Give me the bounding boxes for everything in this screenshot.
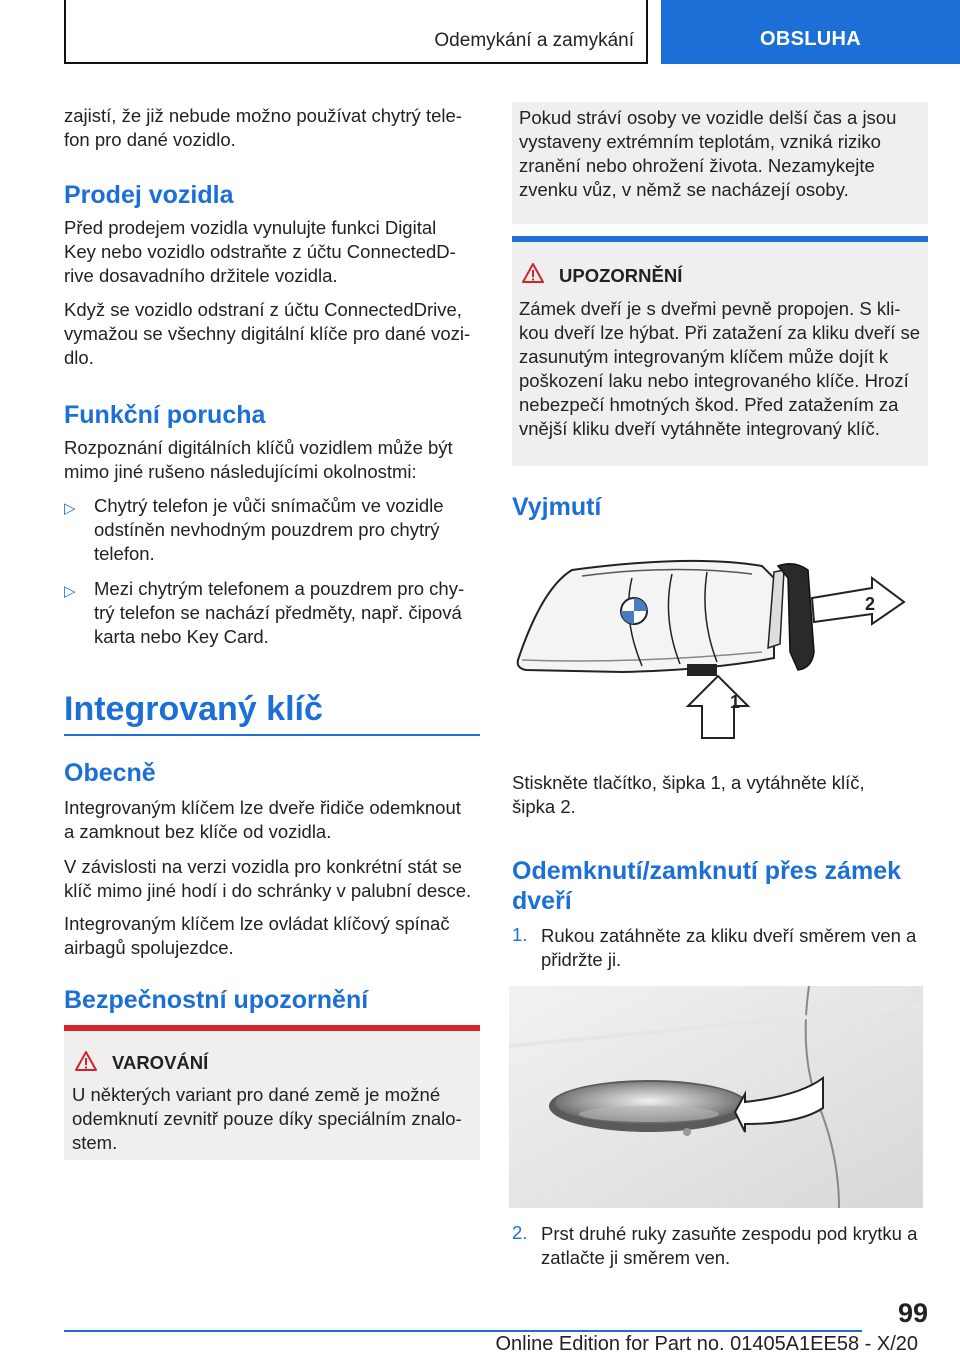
bullet-icon: ▷ [64,583,76,600]
warning-triangle-icon [74,1050,98,1072]
warning-text-varovani: U některých variant pro dané země je možné odemknutí zevnitř pouze díky speciálním znalo- stem. [72,1084,462,1153]
header-section-title: Odemykání a zamykání [434,30,634,51]
notice-text-upozorneni: Zámek dveří je s dveřmi pevně propojen. S kli- kou dveří lze hýbat. Při zatažení za kliku dveří se zasunutým integrovaným klíčem může dojít k poškození laku nebo integrovaného klíče. Hrozí nebezpečí hmotných škod. Před zatažením za vnější kliku dveří vytáhněte integrovaný klíč. [519,298,921,439]
prodej-paragraph-2: Když se vozidlo odstraní z účtu ConnectedDrive, vymažou se všechny digitální klíče pro dané vozi- dlo. [64,299,471,368]
key-arrow-label-1: 1 [730,692,741,712]
vyjmuti-paragraph: Stiskněte tlačítko, šipka 1, a vytáhněte klíč, šipka 2. [512,772,865,817]
page-number: 99 [897,1298,928,1328]
warning-title-varovani: VAROVÁNÍ [112,1052,209,1073]
key-arrow-label-2: 2 [865,594,876,614]
step-text-2: Prst druhé ruky zasuňte zespodu pod krytku a zatlačte ji směrem ven. [541,1223,918,1268]
header-chapter-tab [661,0,960,64]
bullet-item-1: Chytrý telefon je vůči snímačům ve vozidle odstíněn nevhodným pouzdrem pro chytrý telefon. [94,495,444,564]
obecne-paragraph-3: Integrovaným klíčem lze ovládat klíčový spínač airbagů spolujezdce. [64,913,450,958]
porucha-paragraph: Rozpoznání digitálních klíčů vozidlem může být mimo jiné rušeno následujícími okolnostmi: [64,437,453,482]
section-title-porucha: Funkční porucha [64,401,266,429]
prodej-paragraph-1: Před prodejem vozidla vynulujte funkci Digital Key nebo vozidlo odstraňte z účtu ConnectedD- rive dosavadního držitele vozidla. [64,217,456,286]
notice-triangle-icon [521,262,545,284]
header-chapter-title: OBSLUHA [760,28,861,50]
bullet-item-2: Mezi chytrým telefonem a pouzdrem pro chy- trý telefon se nachází předměty, např. čipová karta nebo Key Card. [94,578,465,647]
obecne-paragraph-2: V závislosti na verzi vozidla pro konkrétní stát se klíč mimo jiné hodí i do schránky v palubní desce. [64,856,472,901]
bullet-icon: ▷ [64,500,76,517]
door-handle-photo [509,986,923,1208]
chapter-title-integrovany-klic: Integrovaný klíč [64,690,323,728]
intro-paragraph: zajistí, že již nebude možno používat chytrý tele- fon pro dané vozidlo. [64,105,462,150]
section-title-prodej: Prodej vozidla [64,181,234,209]
notice-title-upozorneni: UPOZORNĚNÍ [559,265,683,286]
section-title-odemknuti: Odemknutí/zamknutí přes zámek dveří [512,857,902,915]
footer-rule [64,1330,862,1332]
section-title-bezpecnostni: Bezpečnostní upozornění [64,986,369,1014]
section-title-vyjmuti: Vyjmutí [512,493,602,521]
step-number-2: 2. [512,1222,528,1243]
title-underline [64,734,480,736]
warning-continuation-text: Pokud stráví osoby ve vozidle delší čas a jsou vystaveny extrémním teplotám, vzniká riziko zranění nebo ohrožení života. Nezamykejte zvenku vůz, v němž se nacházejí osoby. [519,107,897,200]
key-removal-illustration [512,548,928,740]
step-text-1: Rukou zatáhněte za kliku dveří směrem ven a přidržte ji. [541,925,917,970]
obecne-paragraph-1: Integrovaným klíčem lze dveře řidiče odemknout a zamknout bez klíče od vozidla. [64,797,461,842]
step-number-1: 1. [512,924,528,945]
footer-edition: Online Edition for Part no. 01405A1EE58 - X/20 [495,1333,918,1355]
header-section-box [64,0,648,64]
section-title-obecne: Obecně [64,759,156,787]
